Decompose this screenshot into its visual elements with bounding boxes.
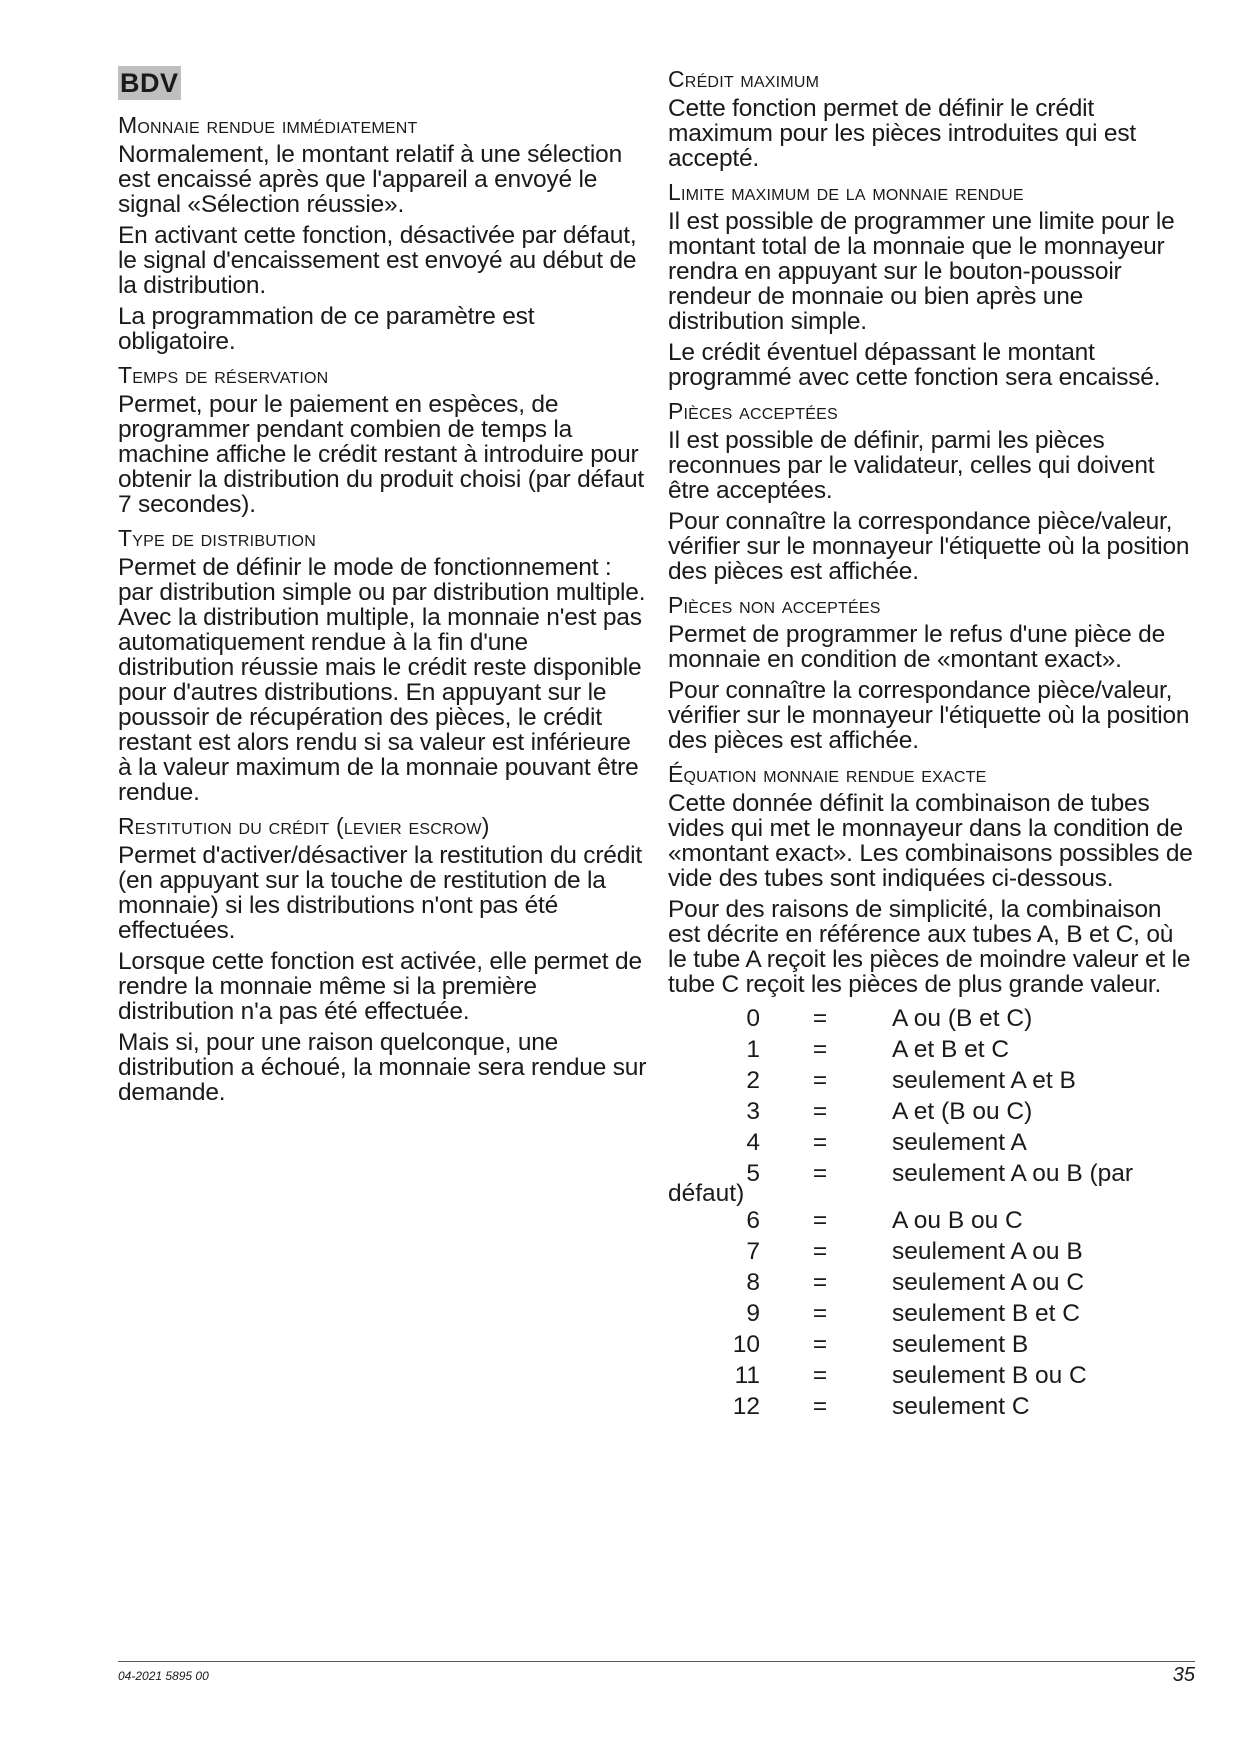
- paragraph: Le crédit éventuel dépassant le montant programmé avec cette fonction sera encaissé.: [668, 339, 1161, 391]
- heading-pieces-non-acceptees: Pièces non acceptées: [668, 592, 881, 618]
- equation-row: 5 = seulement A ou B (par: [746, 1160, 1134, 1187]
- paragraph: Pour des raisons de simplicité, la combinaison est décrite en référence aux tubes A, B et C, où le tube A reçoit les pièces de moindre valeur et le tube C reçoit les pièces de plus grande valeur.: [668, 896, 1191, 998]
- paragraph: Pour connaître la correspondance pièce/valeur, vérifier sur le monnayeur l'étiquette où la position des pièces est affichée.: [668, 508, 1190, 585]
- heading-credit-maximum: Crédit maximum: [668, 66, 820, 92]
- paragraph: La programmation de ce paramètre est obligatoire.: [118, 303, 535, 355]
- heading-pieces-acceptees: Pièces acceptées: [668, 398, 838, 424]
- equation-row: 2 = seulement A et B: [746, 1067, 1076, 1094]
- paragraph: Permet, pour le paiement en espèces, de programmer pendant combien de temps la machine affiche le crédit restant à introduire pour obtenir la distribution du produit choisi (par défaut 7 secondes).: [118, 391, 644, 518]
- heading-type-distribution: Type de distribution: [118, 525, 316, 551]
- equation-row: 10 = seulement B: [732, 1331, 1029, 1358]
- equation-row: 3 = A et (B ou C): [746, 1098, 1033, 1125]
- equation-row: 6 = A ou B ou C: [746, 1207, 1023, 1234]
- equation-row: 12 = seulement C: [732, 1393, 1030, 1420]
- equation-row: 8 = seulement A ou C: [746, 1269, 1085, 1296]
- paragraph: Mais si, pour une raison quelconque, une distribution a échoué, la monnaie sera rendue sur demande.: [118, 1029, 647, 1106]
- paragraph: Permet de programmer le refus d'une pièce de monnaie en condition de «montant exact».: [668, 621, 1166, 673]
- paragraph: En activant cette fonction, désactivée par défaut, le signal d'encaissement est envoyé au début de la distribution.: [118, 222, 637, 299]
- equation-row: 0 = A ou (B et C): [746, 1005, 1033, 1032]
- equation-wrap-text: défaut): [668, 1180, 745, 1207]
- heading-temps-reservation: Temps de réservation: [118, 362, 329, 388]
- section-tag: BDV: [120, 68, 179, 98]
- heading-monnaie-rendue: Monnaie rendue immédiatement: [118, 112, 418, 138]
- left-column: [118, 66, 648, 1111]
- heading-restitution-credit: Restitution du crédit (levier escrow): [118, 813, 490, 839]
- equation-row: 7 = seulement A ou B: [746, 1238, 1083, 1265]
- heading-equation-monnaie: Équation monnaie rendue exacte: [668, 761, 987, 787]
- paragraph: Il est possible de programmer une limite pour le montant total de la monnaie que le monnayeur rendra en appuyant sur le bouton-poussoir rendeur de monnaie ou bien après une distribution simple.: [668, 208, 1175, 335]
- footer-divider: [118, 1661, 1195, 1662]
- equation-row: 4 = seulement A: [746, 1129, 1027, 1156]
- paragraph: Pour connaître la correspondance pièce/valeur, vérifier sur le monnayeur l'étiquette où la position des pièces est affichée.: [668, 677, 1190, 754]
- equation-row: 1 = A et B et C: [746, 1036, 1010, 1063]
- equation-row: 9 = seulement B et C: [746, 1300, 1080, 1327]
- paragraph: Il est possible de définir, parmi les pièces reconnues par le validateur, celles qui doivent être acceptées.: [668, 427, 1155, 504]
- paragraph: Permet d'activer/désactiver la restitution du crédit (en appuyant sur la touche de restitution de la monnaie) si les distributions n'ont pas été effectuées.: [118, 842, 642, 944]
- paragraph: Cette donnée définit la combinaison de tubes vides qui met le monnayeur dans la condition de «montant exact». Les combinaisons possibles de vide des tubes sont indiquées ci-dessous.: [668, 790, 1193, 892]
- page-number: 35: [1172, 1664, 1195, 1686]
- footer-reference: 04-2021 5895 00: [118, 1669, 209, 1683]
- equation-table: [668, 1003, 1198, 1422]
- paragraph: Lorsque cette fonction est activée, elle permet de rendre la monnaie même si la première distribution n'a pas été effectuée.: [118, 948, 642, 1025]
- heading-limite-maximum: Limite maximum de la monnaie rendue: [668, 179, 1024, 205]
- paragraph: Cette fonction permet de définir le crédit maximum pour les pièces introduites qui est accepté.: [668, 95, 1137, 172]
- equation-row: 11 = seulement B ou C: [734, 1362, 1087, 1389]
- paragraph: Permet de définir le mode de fonctionnement : par distribution simple ou par distribution multiple. Avec la distribution multiple, la monnaie n'est pas automatiquement rendue à la fin d'une distribution réussie mais le crédit reste disponible pour d'autres distributions. En appuyant sur le poussoir de récupération des pièces, le crédit restant est alors rendu si sa valeur est inférieure à la valeur maximum de la monnaie pouvant être rendue.: [118, 554, 646, 806]
- right-column: [668, 66, 1198, 1422]
- paragraph: Normalement, le montant relatif à une sélection est encaissé après que l'appareil a envoyé le signal «Sélection réussie».: [118, 141, 622, 218]
